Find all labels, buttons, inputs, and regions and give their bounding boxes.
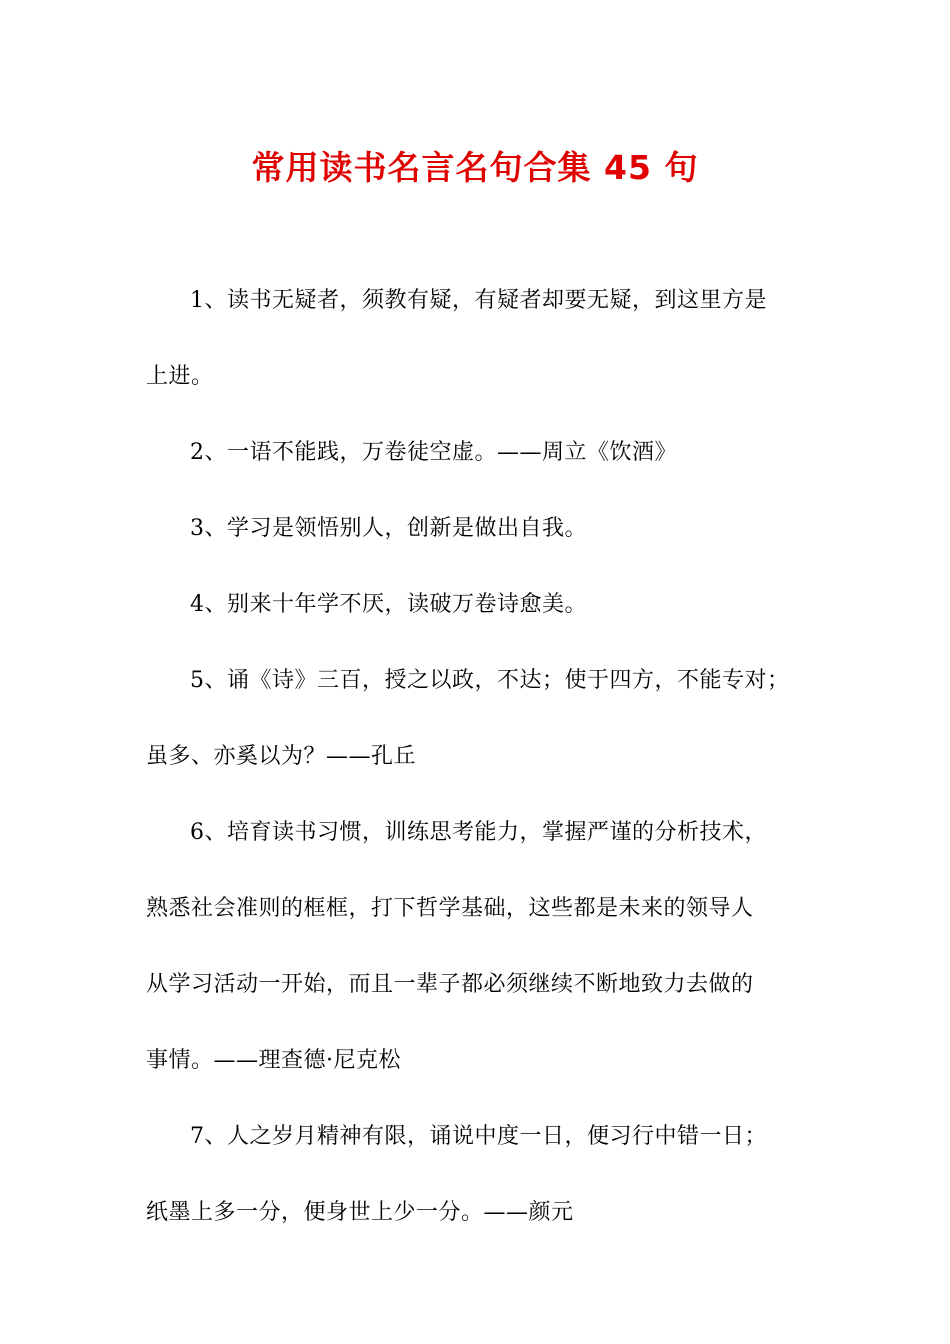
quote-paragraph-1: [146, 282, 811, 434]
quote-line: 纸墨上多一分，便身世上少一分。——颜元: [146, 1200, 574, 1225]
quote-line: 2、一语不能践，万卷徒空虚。——周立《饮酒》: [190, 440, 677, 465]
document-title: 常用读书名言名句合集 45 句: [251, 148, 699, 187]
quote-paragraph-2: [146, 434, 811, 510]
quote-line: 1、读书无疑者，须教有疑，有疑者却要无疑，到这里方是: [190, 288, 767, 313]
quote-line: 4、别来十年学不厌，读破万卷诗愈美。: [190, 592, 587, 617]
quote-line: 6、培育读书习惯，训练思考能力，掌握严谨的分析技术，: [190, 820, 767, 845]
document-body: [146, 282, 811, 1270]
quote-line: 3、学习是领悟别人，创新是做出自我。: [190, 516, 587, 541]
quote-paragraph-6: [146, 814, 811, 1118]
quote-line: 从学习活动一开始，而且一辈子都必须继续不断地致力去做的: [146, 972, 754, 997]
quote-line: 7、人之岁月精神有限，诵说中度一日，便习行中错一日；: [190, 1124, 767, 1149]
quote-paragraph-7: [146, 1118, 811, 1270]
quote-line: 上进。: [146, 364, 214, 389]
quote-line: 虽多、亦奚以为？——孔丘: [146, 744, 417, 769]
quote-paragraph-3: [146, 510, 811, 586]
quote-paragraph-4: [146, 586, 811, 662]
quote-line: 事情。——理查德·尼克松: [146, 1048, 401, 1073]
quote-paragraph-5: [146, 662, 811, 814]
quote-line: 熟悉社会准则的框框，打下哲学基础，这些都是未来的领导人: [146, 896, 754, 921]
quote-line: 5、诵《诗》三百，授之以政，不达；使于四方，不能专对；: [190, 668, 790, 693]
